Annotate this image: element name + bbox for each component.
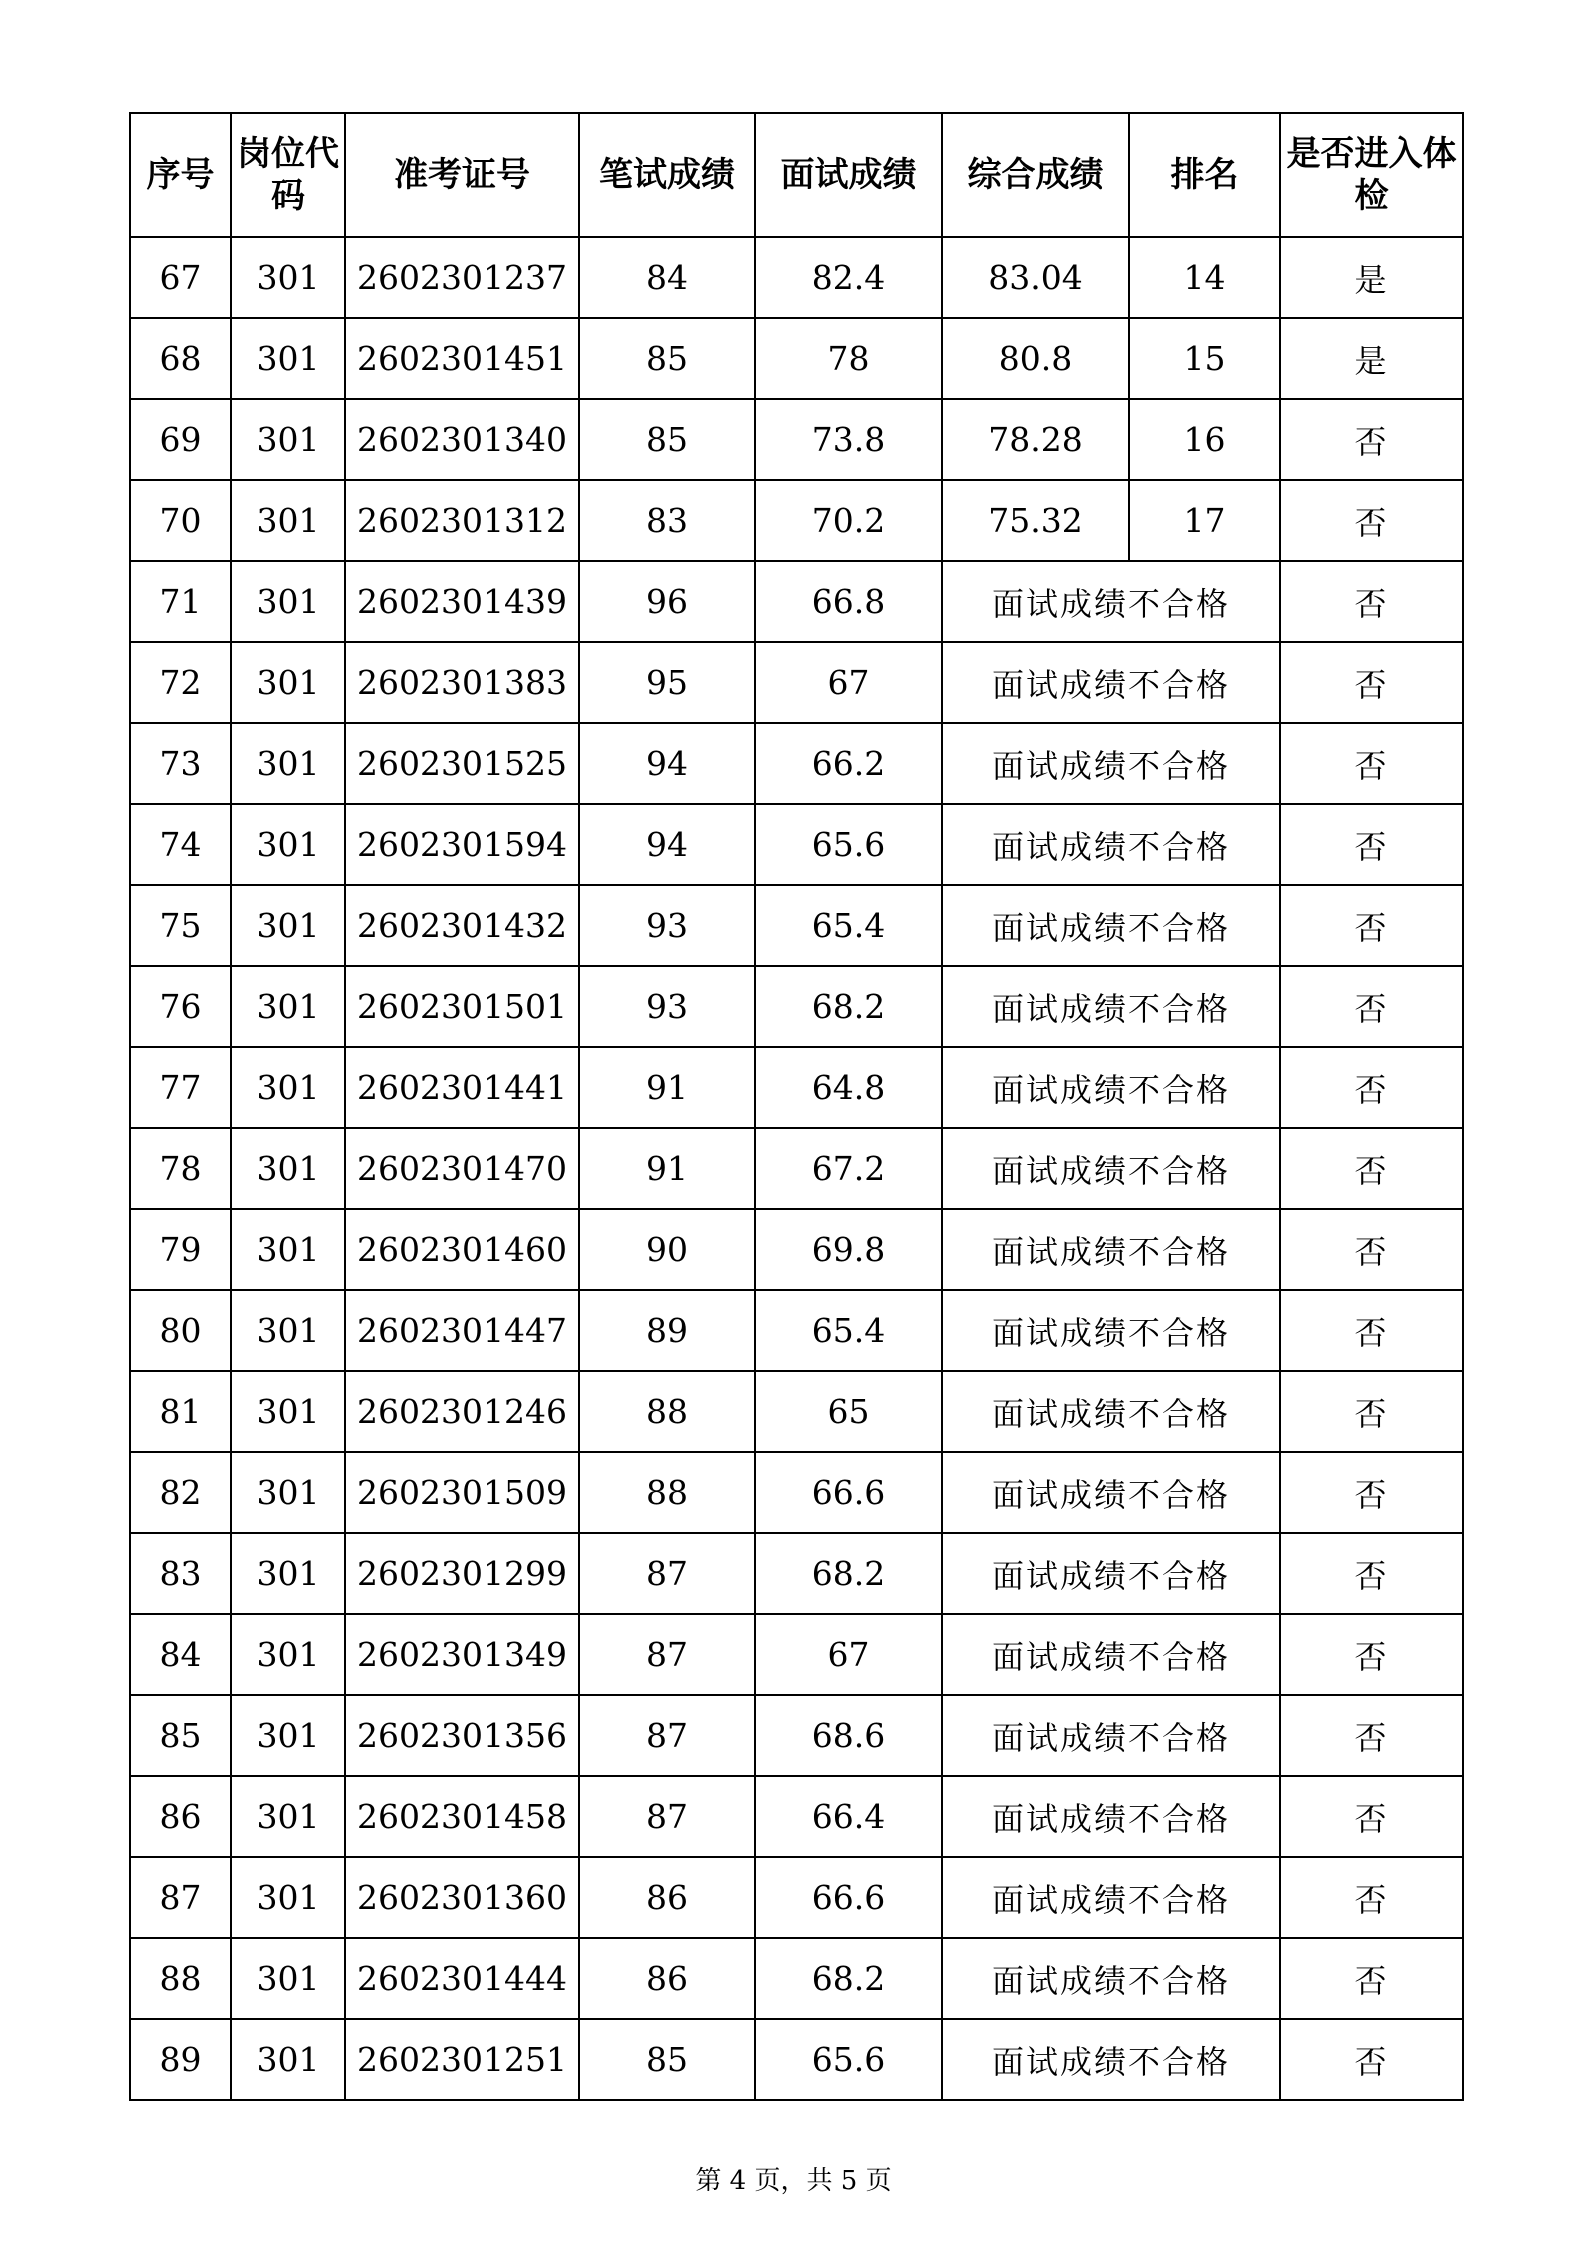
cell-physical-exam: 是 — [1280, 237, 1463, 318]
cell-total-score: 75.32 — [942, 480, 1129, 561]
cell-seq: 81 — [130, 1371, 231, 1452]
cell-ticket-no: 2602301447 — [345, 1290, 579, 1371]
cell-physical-exam: 否 — [1280, 399, 1463, 480]
cell-total-score: 80.8 — [942, 318, 1129, 399]
cell-ticket-no: 2602301340 — [345, 399, 579, 480]
cell-ticket-no: 2602301525 — [345, 723, 579, 804]
cell-rank: 14 — [1129, 237, 1280, 318]
cell-written-score: 85 — [579, 399, 755, 480]
cell-post-code: 301 — [231, 1614, 345, 1695]
cell-post-code: 301 — [231, 1128, 345, 1209]
cell-interview-score: 69.8 — [755, 1209, 942, 1290]
cell-physical-exam: 否 — [1280, 1128, 1463, 1209]
cell-seq: 70 — [130, 480, 231, 561]
cell-seq: 73 — [130, 723, 231, 804]
cell-seq: 76 — [130, 966, 231, 1047]
cell-interview-score: 64.8 — [755, 1047, 942, 1128]
cell-interview-score: 67 — [755, 642, 942, 723]
cell-seq: 88 — [130, 1938, 231, 2019]
cell-seq: 72 — [130, 642, 231, 723]
cell-physical-exam: 否 — [1280, 723, 1463, 804]
table-row — [130, 1290, 1463, 1371]
cell-fail-note: 面试成绩不合格 — [942, 1209, 1280, 1290]
cell-written-score: 89 — [579, 1290, 755, 1371]
table-row — [130, 2019, 1463, 2100]
cell-fail-note: 面试成绩不合格 — [942, 1290, 1280, 1371]
cell-ticket-no: 2602301594 — [345, 804, 579, 885]
cell-written-score: 93 — [579, 885, 755, 966]
table-row — [130, 1209, 1463, 1290]
cell-seq: 85 — [130, 1695, 231, 1776]
cell-interview-score: 66.6 — [755, 1857, 942, 1938]
cell-seq: 74 — [130, 804, 231, 885]
cell-ticket-no: 2602301299 — [345, 1533, 579, 1614]
cell-fail-note: 面试成绩不合格 — [942, 966, 1280, 1047]
table-row — [130, 1938, 1463, 2019]
cell-interview-score: 73.8 — [755, 399, 942, 480]
cell-interview-score: 65.4 — [755, 1290, 942, 1371]
cell-post-code: 301 — [231, 2019, 345, 2100]
cell-physical-exam: 否 — [1280, 966, 1463, 1047]
table-row — [130, 723, 1463, 804]
cell-interview-score: 70.2 — [755, 480, 942, 561]
cell-interview-score: 67 — [755, 1614, 942, 1695]
cell-post-code: 301 — [231, 1452, 345, 1533]
cell-written-score: 88 — [579, 1452, 755, 1533]
cell-physical-exam: 否 — [1280, 1452, 1463, 1533]
table-row — [130, 885, 1463, 966]
cell-written-score: 87 — [579, 1776, 755, 1857]
score-table — [129, 112, 1464, 2101]
cell-post-code: 301 — [231, 1938, 345, 2019]
cell-physical-exam: 否 — [1280, 1614, 1463, 1695]
cell-interview-score: 65 — [755, 1371, 942, 1452]
cell-post-code: 301 — [231, 1209, 345, 1290]
header-post-code: 岗位代码 — [231, 113, 345, 237]
cell-ticket-no: 2602301349 — [345, 1614, 579, 1695]
table-row — [130, 237, 1463, 318]
cell-ticket-no: 2602301237 — [345, 237, 579, 318]
cell-ticket-no: 2602301439 — [345, 561, 579, 642]
cell-physical-exam: 否 — [1280, 885, 1463, 966]
cell-ticket-no: 2602301312 — [345, 480, 579, 561]
cell-physical-exam: 否 — [1280, 480, 1463, 561]
cell-ticket-no: 2602301460 — [345, 1209, 579, 1290]
header-ticket-no: 准考证号 — [345, 113, 579, 237]
cell-ticket-no: 2602301441 — [345, 1047, 579, 1128]
cell-written-score: 90 — [579, 1209, 755, 1290]
cell-physical-exam: 否 — [1280, 1938, 1463, 2019]
cell-interview-score: 68.2 — [755, 966, 942, 1047]
cell-seq: 67 — [130, 237, 231, 318]
cell-written-score: 84 — [579, 237, 755, 318]
table-row — [130, 1614, 1463, 1695]
cell-seq: 68 — [130, 318, 231, 399]
table-row — [130, 1452, 1463, 1533]
cell-interview-score: 68.2 — [755, 1533, 942, 1614]
cell-post-code: 301 — [231, 804, 345, 885]
table-row — [130, 318, 1463, 399]
table-row — [130, 804, 1463, 885]
cell-fail-note: 面试成绩不合格 — [942, 1047, 1280, 1128]
page-indicator: 第 4 页，共 5 页 — [695, 2166, 892, 2196]
cell-written-score: 91 — [579, 1047, 755, 1128]
cell-seq: 79 — [130, 1209, 231, 1290]
cell-fail-note: 面试成绩不合格 — [942, 1533, 1280, 1614]
cell-seq: 71 — [130, 561, 231, 642]
cell-physical-exam: 否 — [1280, 1695, 1463, 1776]
cell-physical-exam: 否 — [1280, 1857, 1463, 1938]
cell-post-code: 301 — [231, 1776, 345, 1857]
table-row — [130, 1857, 1463, 1938]
cell-seq: 75 — [130, 885, 231, 966]
cell-fail-note: 面试成绩不合格 — [942, 561, 1280, 642]
cell-post-code: 301 — [231, 480, 345, 561]
cell-interview-score: 66.6 — [755, 1452, 942, 1533]
cell-physical-exam: 否 — [1280, 561, 1463, 642]
fail-rows-group — [130, 561, 1463, 2100]
cell-fail-note: 面试成绩不合格 — [942, 1776, 1280, 1857]
cell-total-score: 83.04 — [942, 237, 1129, 318]
header-written-score: 笔试成绩 — [579, 113, 755, 237]
table-row — [130, 1371, 1463, 1452]
cell-physical-exam: 是 — [1280, 318, 1463, 399]
cell-seq: 80 — [130, 1290, 231, 1371]
cell-seq: 89 — [130, 2019, 231, 2100]
table-row — [130, 1533, 1463, 1614]
cell-written-score: 94 — [579, 804, 755, 885]
cell-post-code: 301 — [231, 1371, 345, 1452]
cell-physical-exam: 否 — [1280, 642, 1463, 723]
cell-post-code: 301 — [231, 885, 345, 966]
cell-post-code: 301 — [231, 1290, 345, 1371]
header-total-score: 综合成绩 — [942, 113, 1129, 237]
cell-post-code: 301 — [231, 1695, 345, 1776]
table-row — [130, 1776, 1463, 1857]
cell-ticket-no: 2602301509 — [345, 1452, 579, 1533]
cell-written-score: 85 — [579, 2019, 755, 2100]
cell-post-code: 301 — [231, 237, 345, 318]
cell-interview-score: 68.6 — [755, 1695, 942, 1776]
cell-seq: 77 — [130, 1047, 231, 1128]
cell-ticket-no: 2602301360 — [345, 1857, 579, 1938]
cell-written-score: 91 — [579, 1128, 755, 1209]
cell-post-code: 301 — [231, 1533, 345, 1614]
cell-written-score: 86 — [579, 1857, 755, 1938]
cell-fail-note: 面试成绩不合格 — [942, 1371, 1280, 1452]
cell-physical-exam: 否 — [1280, 1047, 1463, 1128]
table-row — [130, 561, 1463, 642]
cell-total-score: 78.28 — [942, 399, 1129, 480]
cell-written-score: 85 — [579, 318, 755, 399]
table-row — [130, 642, 1463, 723]
header-seq: 序号 — [130, 113, 231, 237]
cell-post-code: 301 — [231, 642, 345, 723]
cell-physical-exam: 否 — [1280, 1776, 1463, 1857]
cell-ticket-no: 2602301251 — [345, 2019, 579, 2100]
cell-written-score: 86 — [579, 1938, 755, 2019]
cell-physical-exam: 否 — [1280, 1371, 1463, 1452]
cell-ticket-no: 2602301470 — [345, 1128, 579, 1209]
cell-written-score: 87 — [579, 1614, 755, 1695]
cell-interview-score: 66.8 — [755, 561, 942, 642]
cell-written-score: 94 — [579, 723, 755, 804]
cell-written-score: 96 — [579, 561, 755, 642]
cell-post-code: 301 — [231, 1047, 345, 1128]
cell-fail-note: 面试成绩不合格 — [942, 2019, 1280, 2100]
cell-written-score: 83 — [579, 480, 755, 561]
cell-post-code: 301 — [231, 1857, 345, 1938]
cell-seq: 82 — [130, 1452, 231, 1533]
cell-post-code: 301 — [231, 399, 345, 480]
cell-fail-note: 面试成绩不合格 — [942, 885, 1280, 966]
cell-rank: 17 — [1129, 480, 1280, 561]
cell-ticket-no: 2602301356 — [345, 1695, 579, 1776]
cell-rank: 15 — [1129, 318, 1280, 399]
table-row — [130, 399, 1463, 480]
cell-ticket-no: 2602301432 — [345, 885, 579, 966]
cell-fail-note: 面试成绩不合格 — [942, 1938, 1280, 2019]
cell-ticket-no: 2602301501 — [345, 966, 579, 1047]
cell-fail-note: 面试成绩不合格 — [942, 723, 1280, 804]
cell-seq: 86 — [130, 1776, 231, 1857]
cell-fail-note: 面试成绩不合格 — [942, 642, 1280, 723]
cell-written-score: 87 — [579, 1533, 755, 1614]
cell-interview-score: 65.6 — [755, 804, 942, 885]
table-row — [130, 966, 1463, 1047]
cell-interview-score: 78 — [755, 318, 942, 399]
cell-fail-note: 面试成绩不合格 — [942, 1452, 1280, 1533]
cell-physical-exam: 否 — [1280, 1533, 1463, 1614]
cell-fail-note: 面试成绩不合格 — [942, 1857, 1280, 1938]
table-row — [130, 1128, 1463, 1209]
cell-ticket-no: 2602301451 — [345, 318, 579, 399]
table-row — [130, 480, 1463, 561]
cell-interview-score: 67.2 — [755, 1128, 942, 1209]
cell-physical-exam: 否 — [1280, 1209, 1463, 1290]
cell-ticket-no: 2602301458 — [345, 1776, 579, 1857]
cell-interview-score: 82.4 — [755, 237, 942, 318]
cell-interview-score: 66.2 — [755, 723, 942, 804]
cell-seq: 83 — [130, 1533, 231, 1614]
cell-physical-exam: 否 — [1280, 2019, 1463, 2100]
header-rank: 排名 — [1129, 113, 1280, 237]
cell-written-score: 88 — [579, 1371, 755, 1452]
header-interview-score: 面试成绩 — [755, 113, 942, 237]
cell-ticket-no: 2602301444 — [345, 1938, 579, 2019]
cell-fail-note: 面试成绩不合格 — [942, 804, 1280, 885]
cell-written-score: 93 — [579, 966, 755, 1047]
cell-fail-note: 面试成绩不合格 — [942, 1128, 1280, 1209]
table-row — [130, 1047, 1463, 1128]
cell-fail-note: 面试成绩不合格 — [942, 1695, 1280, 1776]
cell-post-code: 301 — [231, 561, 345, 642]
cell-seq: 78 — [130, 1128, 231, 1209]
cell-interview-score: 68.2 — [755, 1938, 942, 2019]
cell-ticket-no: 2602301383 — [345, 642, 579, 723]
cell-ticket-no: 2602301246 — [345, 1371, 579, 1452]
cell-seq: 69 — [130, 399, 231, 480]
cell-seq: 87 — [130, 1857, 231, 1938]
cell-seq: 84 — [130, 1614, 231, 1695]
cell-interview-score: 65.4 — [755, 885, 942, 966]
cell-post-code: 301 — [231, 318, 345, 399]
cell-written-score: 87 — [579, 1695, 755, 1776]
table-row — [130, 1695, 1463, 1776]
cell-post-code: 301 — [231, 723, 345, 804]
header-physical-exam: 是否进入体检 — [1280, 113, 1463, 237]
cell-interview-score: 65.6 — [755, 2019, 942, 2100]
cell-written-score: 95 — [579, 642, 755, 723]
cell-physical-exam: 否 — [1280, 1290, 1463, 1371]
cell-post-code: 301 — [231, 966, 345, 1047]
table-header-row — [130, 113, 1463, 237]
cell-physical-exam: 否 — [1280, 804, 1463, 885]
cell-rank: 16 — [1129, 399, 1280, 480]
cell-interview-score: 66.4 — [755, 1776, 942, 1857]
cell-fail-note: 面试成绩不合格 — [942, 1614, 1280, 1695]
